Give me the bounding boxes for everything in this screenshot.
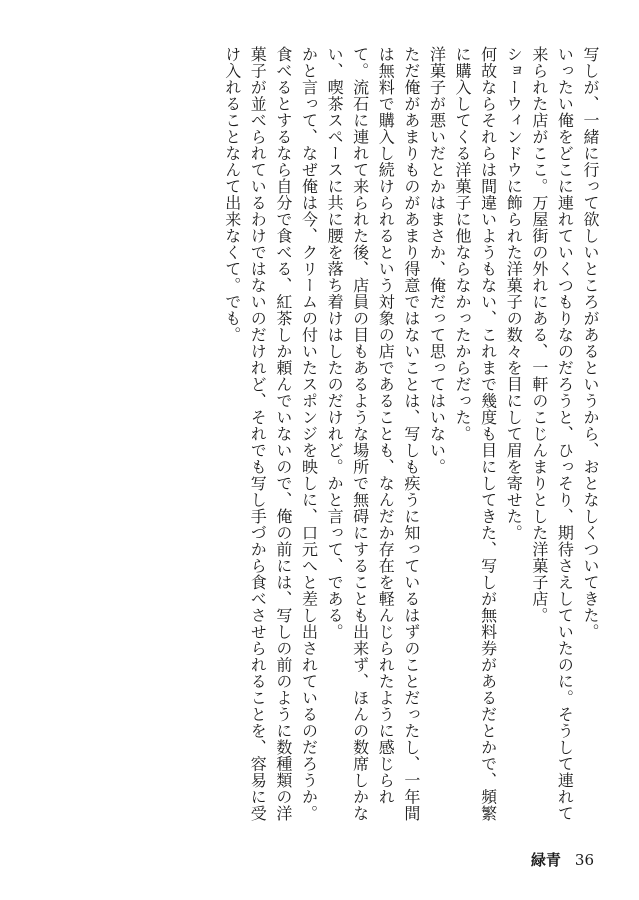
page-footer	[531, 849, 594, 870]
book-title: 緑青	[530, 851, 561, 869]
paragraph: ショーウィンドウに飾られた洋菓子の数々を目にして眉を寄せた。	[504, 46, 524, 541]
paragraph: 洋菓子が悪いだとかはまさか、俺だって思ってはいない。	[427, 46, 447, 475]
page-number: 36	[574, 851, 594, 869]
paragraph: 食べるとするなら自分で食べる、紅茶しか頼んでいないので、俺の前には、写しの前のように数種類の洋菓子が並べられているわけではないのだけれど、それでも写し手づから食べさせられることを、容易に受け入れることなんて出来なくて。でも。	[222, 46, 293, 822]
body-text	[43, 46, 603, 826]
paragraph: かと言って、なぜ俺は今、クリームの付いたスポンジを映しに、口元へと差し出されているのだろうか。	[299, 46, 319, 822]
paragraph: 写しが、一緒に行って欲しいところがあるというから、おとなしくついてきた。	[581, 46, 600, 640]
paragraph: ただ俺があまりものがあまり得意ではないことは、写しも疾うに知っているはずのことだったし、一年間は無料で購入し続けられるという対象の店であることも、なんだか存在を軽んじられたように感じられて。流石に連れて来られた後、店員の目もあるような場所で無碍にすることも出来ず、ほんの数席しかない、喫茶スペースに共に腰を落ち着けはしたのだけれど。かと言って、である。	[325, 46, 421, 822]
paragraph: いったい俺をどこに連れていくつもりなのだろうと、ひっそり、期待さえしていたのに。そうして連れて来られた店がここ。万屋街の外れにある、一軒のこじんまりとした洋菓子店。	[529, 46, 575, 822]
paragraph: 何故ならそれらは間違いようもない、これまで幾度も目にしてきた、写しが無料券があるだとかで、頻繁に購入してくる洋菓子に他ならなかったからだった。	[453, 46, 498, 822]
